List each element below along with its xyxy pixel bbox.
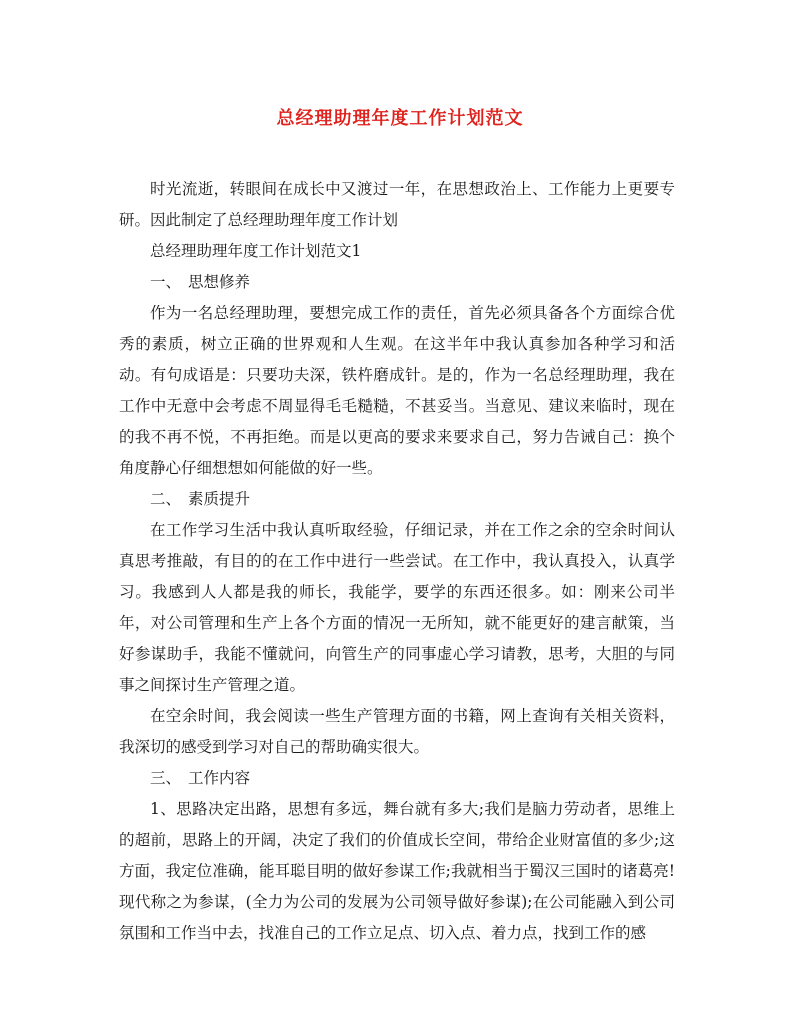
section-number: 一、 (150, 273, 182, 291)
body-paragraph: 在工作学习生活中我认真听取经验，仔细记录，并在工作之余的空余时间认真思考推敲，有目的的在工作中进行一些尝试。在工作中，我认真投入，认真学习。我感到人人都是我的师长，我能学，要学的东西还很多。如：刚来公司半年，对公司管理和生产上各个方面的情况一无所知，就不能更好的建言献策，当好参谋助手，我能不懂就问，向管生产的同事虚心学习请教，思考，大胆的与同事之间探讨生产管理之道。 (119, 521, 675, 694)
document-title: 总经理助理年度工作计划范文 (276, 108, 524, 129)
section-heading-3 (119, 763, 675, 794)
section-heading-1 (119, 267, 675, 298)
body-paragraph: 1、思路决定出路，思想有多远，舞台就有多大;我们是脑力劳动者，思维上的超前，思路上的开阔，决定了我们的价值成长空间，带给企业财富值的多少;这方面，我定位准确，能耳聪目明的做好参谋工作;我就相当于蜀汉三国时的诸葛亮!现代称之为参谋，(全力为公司的发展为公司领导做好参谋);在公司能融入到公司氛围和工作当中去，找准自己的工作立足点、切入点、着力点，找到工作的感 (119, 800, 675, 942)
body-paragraph: 作为一名总经理助理，要想完成工作的责任，首先必须具备各个方面综合优秀的素质，树立正确的世界观和人生观。在这半年中我认真参加各种学习和活动。有句成语是：只要功夫深，铁杵磨成针。是的，作为一名总经理助理，我在工作中无意中会考虑不周显得毛毛糙糙，不甚妥当。当意见、建议来临时，现在的我不再不悦，不再拒绝。而是以更高的要求来要求自己，努力告诫自己：换个角度静心仔细想想如何能做的好一些。 (119, 304, 675, 477)
subtitle-line: 总经理助理年度工作计划范文1 (150, 242, 362, 260)
section-number: 二、 (150, 490, 182, 508)
document-body (119, 174, 675, 949)
section-label: 工作内容 (188, 769, 251, 787)
section-label: 思想修养 (188, 273, 251, 291)
intro-paragraph: 时光流逝，转眼间在成长中又渡过一年，在思想政治上、工作能力上更要专研。因此制定了总经理助理年度工作计划 (119, 180, 675, 229)
body-paragraph: 在空余时间，我会阅读一些生产管理方面的书籍，网上查询有关相关资料，我深切的感受到学习对自己的帮助确实很大。 (119, 707, 675, 756)
section-number: 三、 (150, 769, 182, 787)
section-label: 素质提升 (188, 490, 251, 508)
section-heading-2 (119, 484, 675, 515)
